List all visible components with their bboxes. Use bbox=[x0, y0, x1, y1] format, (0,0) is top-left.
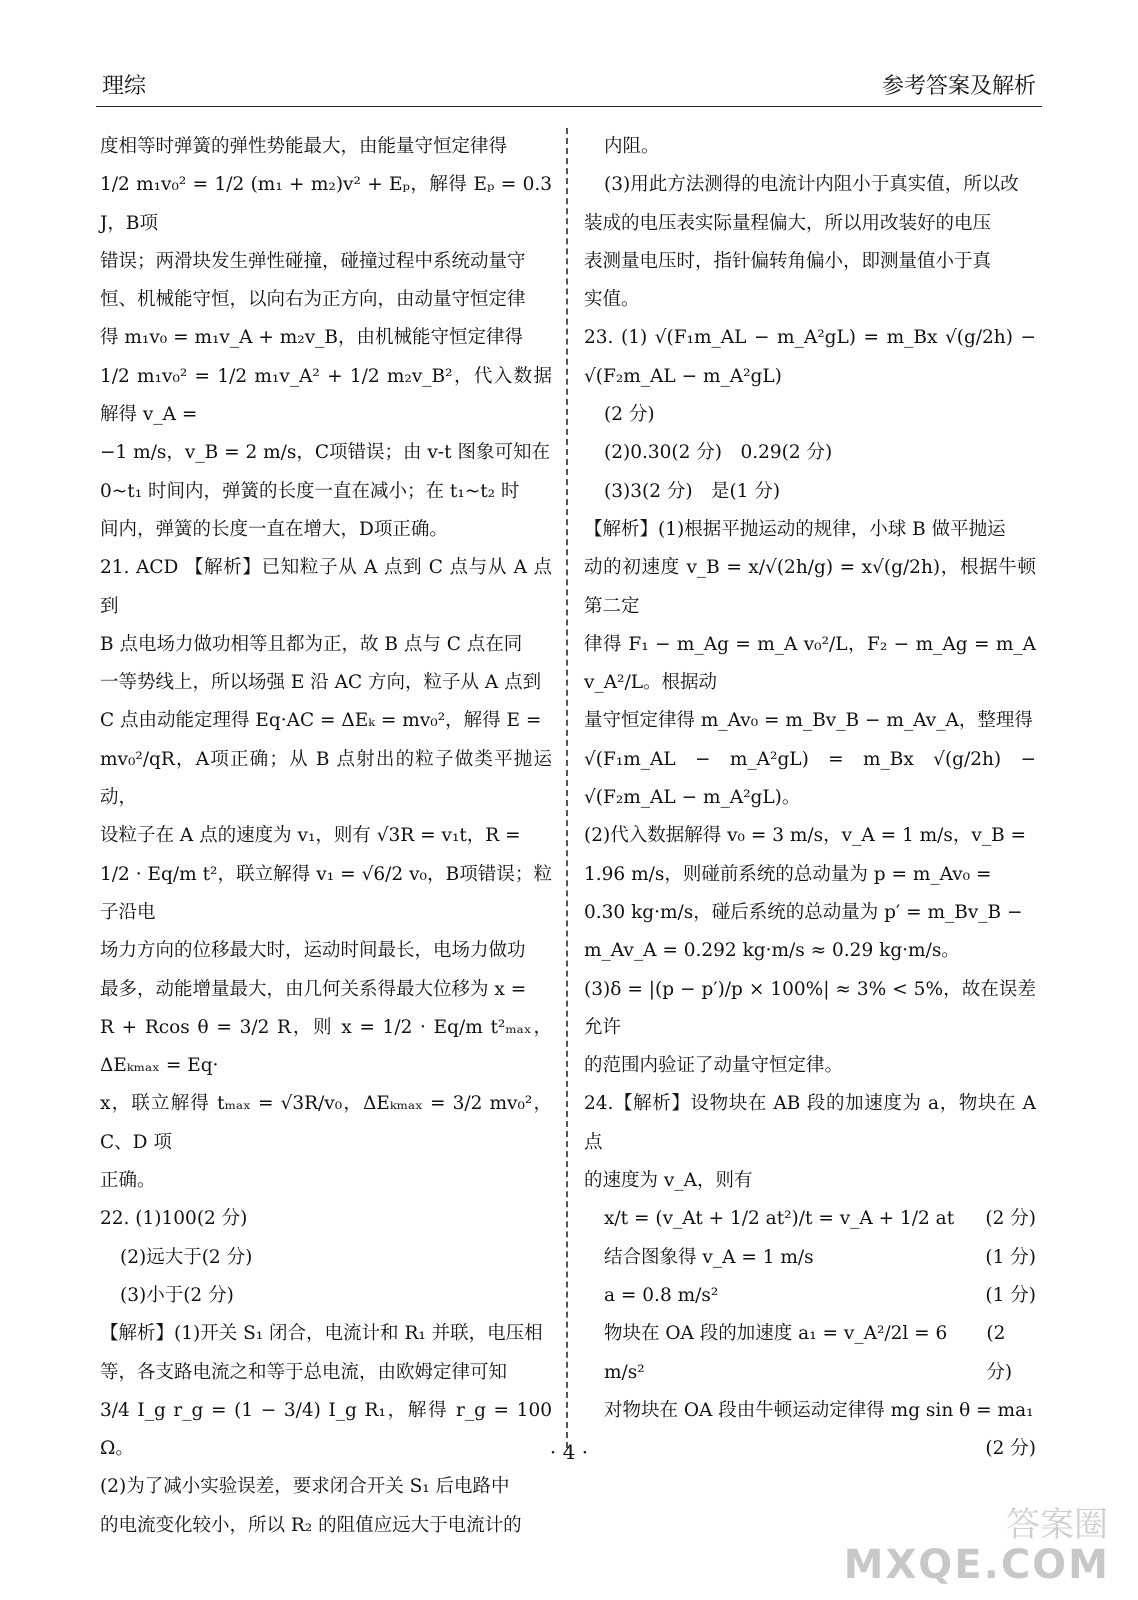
watermark-logo: 答案圈 bbox=[1006, 1505, 1108, 1545]
text-line: (3)小于(2 分) bbox=[120, 1284, 234, 1306]
equation-row bbox=[584, 1392, 1036, 1430]
text-line: 24.【解析】设物块在 AB 段的加速度为 a，物块在 A 点 bbox=[584, 1093, 1036, 1153]
text-line: 实值。 bbox=[584, 289, 640, 311]
score-label: (2 分) bbox=[985, 1438, 1036, 1460]
text-line: (2 分) bbox=[604, 404, 655, 426]
text-line: 表测量电压时，指针偏转角偏小，即测量值小于真 bbox=[584, 250, 992, 272]
text-line: 装成的电压表实际量程偏大，所以用改装好的电压 bbox=[584, 212, 992, 234]
page-number: · 4 · bbox=[549, 1440, 589, 1464]
page-header bbox=[96, 70, 1042, 107]
subject-label: 理综 bbox=[102, 74, 147, 99]
score-label: (1 分) bbox=[985, 1246, 1036, 1268]
text-line: C 点由动能定理得 Eq·AC = ΔEₖ = mv₀²，解得 E = bbox=[100, 710, 542, 732]
text-line: 1/2 m₁v₀² = 1/2 m₁v_A² + 1/2 m₂v_B²，代入数据解得 v_A = bbox=[100, 365, 552, 426]
text-line: 一等势线上，所以场强 E 沿 AC 方向，粒子从 A 点到 bbox=[100, 672, 542, 694]
score-label: (2 分) bbox=[985, 1208, 1036, 1230]
score-label: (2 分) bbox=[986, 1323, 1013, 1383]
text-line: 设粒子在 A 点的速度为 v₁，则有 √3R = v₁t，R = bbox=[100, 825, 521, 847]
equation-row bbox=[584, 1315, 1036, 1392]
text-line: 量守恒定律得 m_Av₀ = m_Bv_B − m_Av_A，整理得 bbox=[584, 710, 1033, 732]
text-line: 的电流变化较小，所以 R₂ 的阻值应远大于电流计的 bbox=[100, 1514, 522, 1536]
text-line: (2)远大于(2 分) bbox=[120, 1246, 253, 1268]
text-line: 的速度为 v_A，则有 bbox=[584, 1170, 753, 1192]
right-column bbox=[584, 128, 1036, 1468]
text-line: (3)用此方法测得的电流计内阻小于真实值，所以改 bbox=[604, 174, 1019, 196]
equation-row bbox=[584, 1239, 1036, 1277]
watermark-site: MXQE.COM bbox=[843, 1542, 1110, 1588]
text-line: 错误；两滑块发生弹性碰撞，碰撞过程中系统动量守 bbox=[100, 250, 526, 272]
text-line: (3)3(2 分) 是(1 分) bbox=[604, 480, 781, 502]
text-line: 1/2 · Eq/m t²，联立解得 v₁ = √6/2 v₀，B项错误；粒子沿电 bbox=[100, 863, 552, 923]
text-line: (3)δ = |(p − p′)/p × 100%| ≈ 3% < 5%，故在误差允许 bbox=[584, 978, 1036, 1038]
text-line: R + Rcos θ = 3/2 R，则 x = 1/2 · Eq/m t²ₘₐₓ，ΔEₖₘₐₓ = Eq· bbox=[100, 1016, 552, 1077]
text-line: 间内，弹簧的长度一直在增大，D项正确。 bbox=[100, 518, 448, 540]
text-line: 的范围内验证了动量守恒定律。 bbox=[584, 1055, 844, 1077]
text-line: 最多，动能增量最大，由几何关系得最大位移为 x = bbox=[100, 978, 527, 1000]
text-line: 23. (1) √(F₁m_AL − m_A²gL) = m_Bx √(g/2h) − √(F₂m_AL − m_A²gL) bbox=[584, 327, 1036, 387]
equation-expr: x/t = (v_At + 1/2 at²)/t = v_A + 1/2 at bbox=[604, 1208, 955, 1230]
left-column bbox=[100, 128, 552, 1545]
text-line: 场力方向的位移最大时，运动时间最长，电场力做功 bbox=[100, 940, 526, 962]
text-line: 动的初速度 v_B = x/√(2h/g) = x√(g/2h)，根据牛顿第二定 bbox=[584, 557, 1036, 617]
header-title: 参考答案及解析 bbox=[881, 74, 1036, 99]
equation-row bbox=[584, 1277, 1036, 1315]
text-line: 律得 F₁ − m_Ag = m_A v₀²/L，F₂ − m_Ag = m_A v_A²/L。根据动 bbox=[584, 633, 1036, 694]
text-line: mv₀²/qR，A项正确；从 B 点射出的粒子做类平抛运动， bbox=[100, 748, 552, 809]
text-line: x，联立解得 tₘₐₓ = √3R/v₀，ΔEₖₘₐₓ = 3/2 mv₀²，C、D 项 bbox=[100, 1093, 552, 1153]
column-divider bbox=[566, 128, 568, 1448]
text-line: 1/2 m₁v₀² = 1/2 (m₁ + m₂)v² + Eₚ，解得 Eₚ = 0.3 J，B项 bbox=[100, 174, 552, 234]
text-line: 0~t₁ 时间内，弹簧的长度一直在减小；在 t₁~t₂ 时 bbox=[100, 480, 520, 502]
text-line: 等，各支路电流之和等于总电流，由欧姆定律可知 bbox=[100, 1361, 508, 1383]
text-line: 度相等时弹簧的弹性势能最大，由能量守恒定律得 bbox=[100, 136, 508, 157]
text-line: 22. (1)100(2 分) bbox=[100, 1208, 248, 1230]
equation-expr: a = 0.8 m/s² bbox=[604, 1284, 719, 1306]
equation-expr: 对物块在 OA 段由牛顿运动定律得 mg sin θ = ma₁ bbox=[604, 1399, 1034, 1421]
text-line: 【解析】(1)根据平抛运动的规律，小球 B 做平抛运 bbox=[584, 518, 1006, 540]
text-line: (2)0.30(2 分) 0.29(2 分) bbox=[604, 442, 833, 464]
text-line: (2)代入数据解得 v₀ = 3 m/s，v_A = 1 m/s，v_B = bbox=[584, 825, 1027, 847]
text-line: 21. ACD 【解析】已知粒子从 A 点到 C 点与从 A 点到 bbox=[100, 557, 552, 617]
equation-expr: 物块在 OA 段的加速度 a₁ = v_A²/2l = 6 m/s² bbox=[604, 1323, 948, 1383]
text-line: √(F₁m_AL − m_A²gL) = m_Bx √(g/2h) − √(F₂m_AL − m_A²gL)。 bbox=[584, 748, 1036, 809]
text-line: −1 m/s，v_B = 2 m/s，C项错误；由 v-t 图象可知在 bbox=[100, 442, 550, 464]
text-line: 得 m₁v₀ = m₁v_A + m₂v_B，由机械能守恒定律得 bbox=[100, 327, 524, 349]
equation-expr: 结合图象得 v_A = 1 m/s bbox=[604, 1246, 814, 1268]
equation-row bbox=[584, 1200, 1036, 1238]
text-line: 0.30 kg·m/s，碰后系统的总动量为 p′ = m_Bv_B − bbox=[584, 901, 1023, 923]
text-line: 3/4 I_g r_g = (1 − 3/4) I_g R₁，解得 r_g = 100 Ω。 bbox=[100, 1399, 552, 1460]
text-line: 1.96 m/s，则碰前系统的总动量为 p = m_Av₀ = bbox=[584, 863, 992, 885]
text-line: 恒、机械能守恒，以向右为正方向，由动量守恒定律 bbox=[100, 289, 526, 311]
score-label: (1 分) bbox=[985, 1284, 1036, 1306]
text-line: 正确。 bbox=[100, 1170, 156, 1192]
text-line: m_Av_A = 0.292 kg·m/s ≈ 0.29 kg·m/s。 bbox=[584, 940, 960, 962]
text-line: B 点电场力做功相等且都为正，故 B 点与 C 点在同 bbox=[100, 633, 523, 655]
text-line: 内阻。 bbox=[604, 136, 660, 157]
text-line: 【解析】(1)开关 S₁ 闭合，电流计和 R₁ 并联，电压相 bbox=[100, 1323, 543, 1345]
text-line: (2)为了减小实验误差，要求闭合开关 S₁ 后电路中 bbox=[100, 1476, 510, 1498]
